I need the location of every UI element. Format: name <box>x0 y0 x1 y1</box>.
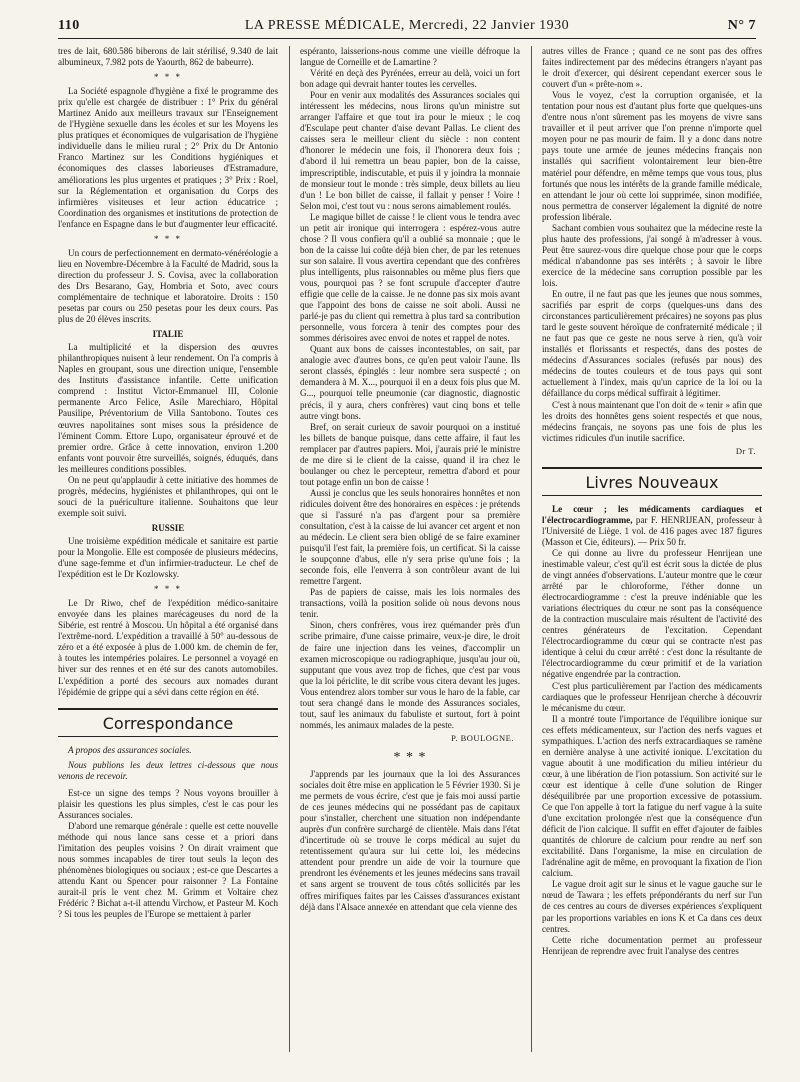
paragraph: La multiplicité et la dispersion des œuvres philanthropiques nuisent à leur rendement. On l'a compris à Naples en groupant, sous une direction unique, l'ensemble des Instituts d'assistance infantile. Cette unification comprend : Institut Victor-Emmanuel III, Colonie permanente Arco Felice, Asile Marechiaro, Hôpital Pausilipe, Préventorium de Villa Santobono. Toutes ces œuvres napolitaines sont mises sous la présidence de l'éminent Comm. Ettore Lupo, organisateur éprouvé et de premier ordre. Grâce à cette innovation, environ 1.200 enfants vont pouvoir être surveillés, soignés, éduqués, dans les meilleures conditions possibles. <box>58 342 278 474</box>
book-details: par F. HENRIJEAN, professeur à l'Université de Liège. 1 vol. de 416 pages avec 187 figures (Masson et Cie, éditeurs). — Prix 50 fr. <box>542 514 762 547</box>
paragraph: Le Dr Riwo, chef de l'expédition médico-sanitaire envoyée dans les plaines marécageuses du nord de la Sibérie, est rentré à Moscou. Un hôpital a été organisé dans l'extrême-nord. L'expédition a travaillé à 50° au-dessous de zéro et a été exposée à plus de 1.000 km. de chemin de fer, à toutes les intempéries polaires. Le personnel a voyagé en hiver sur des rennes et en été sur des canots automobiles. L'expédition a porté des secours aux nomades durant l'épidémie de grippe qui a sévi dans cette région en été. <box>58 598 278 697</box>
paragraph: Vous le voyez, c'est la corruption organisée, et la tentation pour nous est d'autant plus forte que quelques-uns d'entre nous n'ont sûrement pas les moyens de vivre sans travailler et il peut arriver que l'on prenne n'importe quel moyen pour ne pas mourir de faim. Il y a donc dans notre pays toute une armée de jeunes médecins français non installés qui sacrifient volontairement leur bien-être matériel pour défendre, en même temps que vous tous, plus fortunés que nous les intérêts de la grande famille médicale, en attendant le jour où cette loi supprimée, sinon modifiée, nous permettra de conserver légalement la dignité de notre profession libérale. <box>542 90 762 222</box>
running-header <box>58 18 756 39</box>
letter-signature: Dr T. <box>735 445 756 456</box>
paragraph: Est-ce un signe des temps ? Nous voyons brouiller à plaisir les questions les plus simples, c'est le cas pour les Assurances sociales. <box>58 787 278 820</box>
intro-note: Nous publions les deux lettres ci-dessous que nous venons de recevoir. <box>58 759 278 781</box>
paragraph: On ne peut qu'applaudir à cette initiative des hommes de progrès, médecins, hygiénistes et philanthropes, qui ont le souci de la puériculture italienne. Souhaitons que leur exemple soit suivi. <box>58 474 278 518</box>
paragraph: Le vague droit agit sur le sinus et le vague gauche sur le nœud de Tawara ; les effets prépondérants du nerf sur l'un de ces centres au cours de diverses expériences s'expliquent par les proportions variables en ions K et Ca dans ces deux centres. <box>542 879 762 934</box>
column-middle <box>300 46 520 913</box>
paragraph: Un cours de perfectionnement en dermato-vénéréologie a lieu en Novembre-Décembre à la Faculté de Madrid, sous la direction du professeur J. S. Covisa, avec la collaboration des Drs Besarano, Gay, Hombria et Soto, avec cours complémentaire de technique et laboratoire. Droits : 150 pesetas par cours ou 250 pesetas pour les deux cours. Pas plus de 20 élèves inscrits. <box>58 247 278 325</box>
section-title-correspondance: Correspondance <box>58 708 278 737</box>
paragraph: Bref, on serait curieux de savoir pourquoi on a institué les billets de banque puisque, dans cette affaire, il faut les remplacer par d'autres papiers. Moi, j'aurais prié le ministre de me dire si le client de la caisse, quand il ira chez le boulanger ou chez le percepteur, remettra d'abord et pour tout potage enfin un bon de caisse ! <box>300 421 520 487</box>
paragraph: En outre, il ne faut pas que les jeunes que nous sommes, sacrifiés par esprit de corps (quelques-uns dans des circonstances particulièrement précaires) ne soyons pas plus tard le geste souvent héroïque de confraternité médicale ; il ne faut pas que ce geste ne nous serve à rien, qu'à voir installés et florissants et respectés, dans des postes de médecins d'Assurances sociales (refusés par nous) des médecins de toutes couleurs et de tous pays qui sont actuellement à l'index, mais qu'un caprice de la loi ou la défaillance du corps médical suffirait à légitimer. <box>542 289 762 399</box>
column-rule-1 <box>289 46 290 1052</box>
column-left <box>58 46 278 920</box>
paragraph: Ce qui donne au livre du professeur Henrijean une inestimable valeur, c'est qu'il est écrit sous la dictée de plus de vingt années d'observations. L'auteur montre que le cœur arrêté par le chloroforme, l'éther donne un électrocardiogramme : c'est la preuve indéniable que les variations électriques du cœur ne sont pas la conséquence de la contraction musculaire mais résultent de l'activité des centres générateurs de l'excitation. Cependant l'électrocardiogramme du cœur qui se contracte n'est pas identique à celui du cœur arrêté : c'est donc la résultante de l'électrocardiogramme du cœur primitif et de la variation négative engendrée par la contraction. <box>542 547 762 680</box>
paragraph: C'est plus particulièrement par l'action des médicaments cardiaques que le professeur Henrijean cherche à découvrir le mécanisme du cœur. <box>542 680 762 713</box>
paragraph: Il a montré toute l'importance de l'équilibre ionique sur ces effets médicamenteux, sur l'action des nerfs vagues et sympathiques. L'action des nerfs extracardiaques se ramène en dernière analyse à une activité ionique. L'excitation du vague aboutit à une modification du milieu intérieur du cœur, à une libération de l'ion potassium. Son activité sur le cœur est identique à celle d'une solution de Ringer déséquilibrée par une proportion excessive de potassium. Ce que l'on appelle à tort la fatigue du nerf vague à la suite d'une excitation prolongée n'est que la conséquence d'un déficit de l'ion calcique. Il suffit en effet d'ajouter de faibles quantités de chlorure de calcium pour rendre au nerf son excitabilité. Dans l'organisme, la mise en circulation de l'adrénaline agit de même, en provoquant la fixation de l'ion calcium. <box>542 713 762 879</box>
paragraph: Sachant combien vous souhaitez que la médecine reste la plus haute des professions, j'ai songé à m'adresser à vous. Peut être saurez-vous dire quelque chose pour que le corps médical n'abandonne pas ses intérêts ; à savoir le libre exercice de la médecine sans corruption possible par les lois. <box>542 222 762 288</box>
column-rule-2 <box>531 46 532 1052</box>
section-title-livres-nouveaux: Livres Nouveaux <box>542 467 762 496</box>
paragraph: Cette riche documentation permet au professeur Henrijean de reprendre avec fruit l'analyse des centres <box>542 934 762 956</box>
paragraph: Le magique billet de caisse ! le client vous le tendra avec un petit air ironique qui interrogera : espérez-vous autre chose ? Il vous confiera qu'il a oublié sa monnaie ; que le bon de la caisse lui coûte déjà bien cher, de par les retenues sur son salaire. Il vous avertira cependant que des confrères plus intelligents, plus raisonnables ou même plus fiers que vous, pourquoi pas ? se font scrupule d'accepter d'autre effigie que celle de la caisse. Je ne donne pas six mois avant que l'appoint des bons de caisse ne soit aboli. Aussi ne parlé-je pas du client qui remettra à plus tard sa contribution personnelle, vous forcera à tenir des comptes pour des sommes dérisoires avec envoi de notes et rappel de notes. <box>300 211 520 344</box>
page-number: 110 <box>58 18 80 33</box>
paragraph: espéranto, laisserions-nous comme une vieille défroque la langue de Corneille et de Lamartine ? <box>300 46 520 68</box>
separator-stars: * * * <box>154 72 182 83</box>
paragraph: tres de lait, 680.586 biberons de lait stérilisé, 9.340 de lait albumineux, 7.982 pots de Yaourth, 862 de babeurre). <box>58 46 278 68</box>
issue-number: N° 7 <box>727 18 756 33</box>
paragraph: Quant aux bons de caisses incontestables, on sait, par analogie avec d'autres bons, ce qu'en peut valoir l'aune. Ils seront classés, épinglés : leur nombre sera suspecté ; on demandera à M. X..., pourquoi il en a deux fois plus que M. G..., pourquoi telle pneumonie (car diagnostic, diagnostic précis, il y aura, chers confrères) vaut cinq bons et telle autre vingt bons. <box>300 344 520 421</box>
separator-stars: * * * <box>154 584 182 595</box>
paragraph: La Société espagnole d'hygiène a fixé le programme des prix qu'elle est chargée de distribuer : 1° Prix du général Martinez Anido aux meilleurs travaux sur l'Enseignement de l'Hygiène sexuelle dans les écoles et sur les Moyens les plus pratiques et économiques de vulgarisation de l'hygiène individuelle dans le milieu rural ; 2° Prix du Dr Antonio Franco Martinez sur les Conditions hygiéniques et économiques des classes laborieuses d'Estramadure, améliorations les plus urgentes et pratiques ; 3° Prix : Roel, sur la Réglementation et organisation du Corps des infirmières visiteuses et leur action éducatrice ; Coordination des organismes et institutions de protection de l'enfance en Espagne dans le but d'augmenter leur efficacité. <box>58 86 278 229</box>
paragraph: Aussi je conclus que les seuls honoraires honnêtes et non ridicules doivent être des honoraires en espèces : je prétends que si l'assuré n'a pas d'argent pour sa première consultation, c'est à la caisse de lui avancer cet argent et non au médecin. Le client sera bien obligé de se faire examiner puisqu'il l'est fait, la première fois, un certificat. Si la caisse le soupçonne d'abus, elle n'y sera prise qu'une fois ; la seconde fois, elle l'enverra à son contrôleur avant de lui remettre l'argent. <box>300 487 520 587</box>
separator-stars: * * * <box>393 749 427 765</box>
paragraph: Une troisième expédition médicale et sanitaire est partie pour la Mongolie. Elle est composée de plusieurs médecins, d'une sage-femme et d'un infirmier-traducteur. Le chef de l'expédition est le Dr Kozlowsky. <box>58 535 278 580</box>
paragraph: D'abord une remarque générale : quelle est cette nouvelle méthode qui nous lance sans cesse et a priori dans l'imitation des peuples voisins ? On dirait vraiment que nous sommes incapables de tirer tout seuls la leçon des phénomènes biologiques ou sociaux ; est-ce que Descartes a attendu Kant ou Spencer pour raisonner ? La Fontaine aurait-il pris le vent chez M. Grimm et Voltaire chez Frédéric ? Bichat a-t-il attendu Virchow, et Pasteur M. Koch ? Si tous les peuples de l'Europe se mettaient à parler <box>58 820 278 920</box>
country-heading-russie: RUSSIE <box>151 522 185 533</box>
book-title: Le cœur ; les médicaments cardiaques et l'électrocardiogramme, <box>542 503 762 525</box>
paragraph: Vérité en deçà des Pyrénées, erreur au delà, voici un fort bon adage qui devrait hanter toutes les cervelles. <box>300 68 520 90</box>
paragraph: autres villes de France ; quand ce ne sont pas des offres faites indirectement par des médecins étrangers n'ayant pas le droit d'exercer, qui désirent cependant exercer sous le couvert d'un « prête-nom ». <box>542 46 762 90</box>
paragraph: C'est à nous maintenant que l'on doit de « tenir » afin que les droits des honnêtes gens soient respectés et que nous, médecins français, ne soyons pas une fois de plus les victimes ridicules d'un inutile sacrifice. <box>542 399 762 443</box>
separator-stars: * * * <box>154 233 182 244</box>
letter-signature: P. BOULOGNE. <box>451 732 514 743</box>
column-right <box>542 46 762 957</box>
country-heading-italie: ITALIE <box>152 329 184 340</box>
paragraph: Pour en venir aux modalités des Assurances sociales qui intéressent les médecins, nous lirons qu'un ministre sut arranger l'affaire et que tout ira pour le mieux ; le coq d'Esculape peut chanter d'aise devant Pallas. Le client des caisses sera le meilleur client du siècle : non content d'honorer le médecin une fois, il l'honorera deux fois ; d'abord il lui remettra un beau papier, bon de la caisse, imprescriptible, indiscutable, et puis il y joindra la monnaie de monsieur tout le monde : très simple, deux billets au lieu d'un ! Le bon billet de caisse, il fallait y penser ! Voire ! Selon moi, c'est tout vu : nous serons aimablement roulés. <box>300 90 520 211</box>
paragraph: Sinon, chers confrères, vous irez quémander près d'un scribe primaire, d'une caisse primaire, veux-je dire, le droit de faire une injection dans les veines, d'accomplir un examen microscopique ou radiographique, jusqu'au jour où, supputant que vous avez trop de fiches, que c'est par vous que la loi périclite, le dit scribe vous citera devant les juges. Vous entendrez alors tomber sur vous le haro de la fable, car tout sera changé dans le monde des Assurances sociales, tout, sauf les animaux du fabuliste et surtout, fort à point nommés, les animaux malades de la peste. <box>300 620 520 730</box>
book-reference <box>542 504 762 548</box>
journal-title: LA PRESSE MÉDICALE, Mercredi, 22 Janvier 1930 <box>244 18 570 33</box>
article-subtitle: A propos des assurances sociales. <box>68 744 192 755</box>
paragraph: J'apprends par les journaux que la loi des Assurances sociales doit être mise en application le 5 Février 1930. Si je me permets de vous écrire, c'est que je fais moi aussi partie de ces jeunes médecins qui ne possédant pas de capitaux pour s'installer, cherchent une situation non indépendante auprès d'un confrère surchargé de clientèle. Mais dans l'état d'incertitude où se trouve le corps médical au sujet du retentissement qu'aura sur lui cette loi, les médecins attendent pour prendre un aide de voir la tournure que prendront les événements et les jeunes médecins sans travail et sans argent se trouvent de tous côtés sollicités par les offres mirifiques faites par les Caisses d'assurances existant déjà dans l'Alsace annexée en attendant que cela vienne des <box>300 769 520 912</box>
paragraph: Pas de papiers de caisse, mais les lois normales des transactions, voilà la position solide où nous devons nous tenir. <box>300 587 520 620</box>
